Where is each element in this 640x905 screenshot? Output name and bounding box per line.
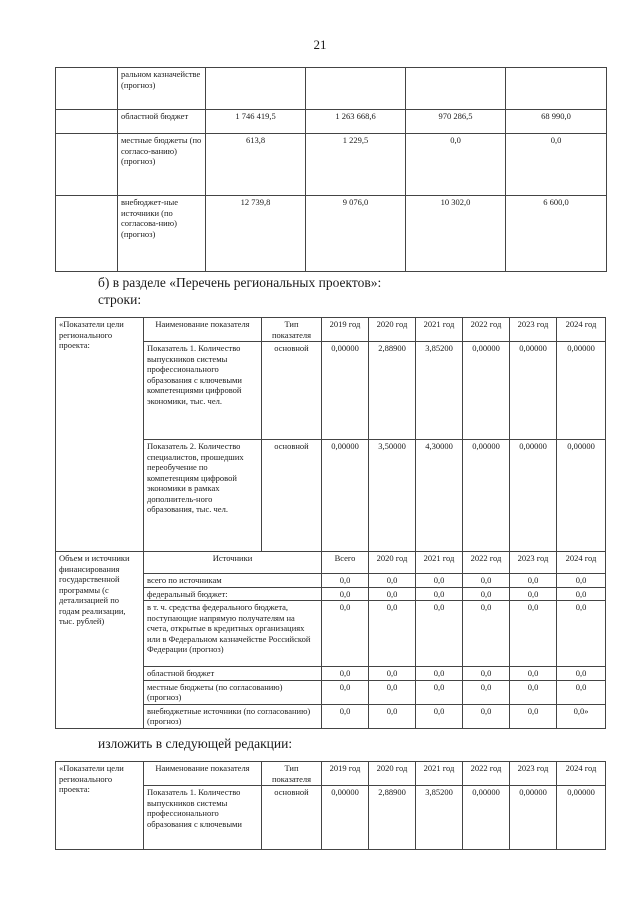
- table-row: Показатель 1. Количество выпускников системы профессионального образования с ключевыми основной 0,00000 2,88900 3,85200 0,00000 0,00000 0,00000: [56, 786, 606, 850]
- row-label: местные бюджеты (по согласо-ванию) (прогноз): [118, 134, 206, 196]
- table-row: [56, 68, 607, 110]
- table-row: в т. ч. средства федерального бюджета, поступающие напрямую получателям на счета, открытые в кредитных организациях или в Федеральном казначействе Российской Федерации (прогноз) 0,0 0,0 0,0 0,0 0,0 0,0: [56, 601, 606, 667]
- table-row: Показатель 2. Количество специалистов, прошедших переобучение по компетенциям цифровой экономики в рамках дополнитель-ного образования, тыс. чел. основной 0,00000 3,50000 4,30000 0,00000 0,00000 0,00000: [56, 440, 606, 552]
- table-row: всего по источникам 0,0 0,0 0,0 0,0 0,0 0,0: [56, 574, 606, 588]
- paragraph-c: изложить в следующей редакции:: [98, 736, 293, 751]
- table-row: областной бюджет 0,0 0,0 0,0 0,0 0,0 0,0: [56, 667, 606, 681]
- top-funding-table: [55, 67, 607, 272]
- regional-projects-table-new: [55, 761, 606, 850]
- indicator-name: Показатель 1. Количество выпускников системы профессионального образования с ключевыми: [144, 786, 262, 850]
- table-row: Показатель 1. Количество выпускников системы профессионального образования с ключевыми компетенциями цифровой экономики, тыс. чел. основной 0,00000 2,88900 3,85200 0,00000 0,00000 0,00000: [56, 342, 606, 440]
- header-row: «Показатели цели регионального проекта: Наименование показателя Тип показателя 2019 год 2020 год 2021 год 2022 год 2023 год 2024 год: [56, 762, 606, 786]
- table-row: внебюджет-ные источники (по согласова-нию) (прогноз) 12 739,8 9 076,0 10 302,0 6 600,0: [56, 196, 607, 272]
- table-row: местные бюджеты (по согласованию) (прогноз) 0,0 0,0 0,0 0,0 0,0 0,0: [56, 680, 606, 704]
- section-label: «Показатели цели регионального проекта:: [56, 762, 144, 850]
- row-label: внебюджет-ные источники (по согласова-нию) (прогноз): [118, 196, 206, 272]
- table-row: внебюджетные источники (по согласованию) (прогноз) 0,0 0,0 0,0 0,0 0,0 0,0»: [56, 704, 606, 728]
- indicator-name: Показатель 1. Количество выпускников системы профессионального образования с ключевыми компетенциями цифровой экономики, тыс. чел.: [144, 342, 262, 440]
- funding-label: Объем и источники финансирования государственной программы (с детализацией по годам реализации, тыс. рублей): [56, 552, 144, 729]
- row-label: ральном казначействе (прогноз): [118, 68, 206, 110]
- table-row: федеральный бюджет: 0,0 0,0 0,0 0,0 0,0 0,0: [56, 587, 606, 601]
- header-row: «Показатели цели регионального проекта: Наименование показателя Тип показателя 2019 год 2020 год 2021 год 2022 год 2023 год 2024 год: [56, 318, 606, 342]
- indicator-name: Показатель 2. Количество специалистов, прошедших переобучение по компетенциям цифровой экономики в рамках дополнитель-ного образования, тыс. чел.: [144, 440, 262, 552]
- paragraph-b-line2: строки:: [98, 292, 142, 307]
- page-number: 21: [313, 37, 327, 52]
- table-row: областной бюджет 1 746 419,5 1 263 668,6 970 286,5 68 990,0: [56, 110, 607, 134]
- row-label: областной бюджет: [118, 110, 206, 134]
- header-row: Объем и источники финансирования государственной программы (с детализацией по годам реализации, тыс. рублей) Источники Всего 2020 год 2021 год 2022 год 2023 год 2024 год: [56, 552, 606, 574]
- section-label: «Показатели цели регионального проекта:: [56, 318, 144, 552]
- paragraph-b-line1: б) в разделе «Перечень региональных проектов»:: [98, 275, 382, 290]
- regional-projects-table-old: [55, 317, 606, 729]
- table-row: местные бюджеты (по согласо-ванию) (прогноз) 613,8 1 229,5 0,0 0,0: [56, 134, 607, 196]
